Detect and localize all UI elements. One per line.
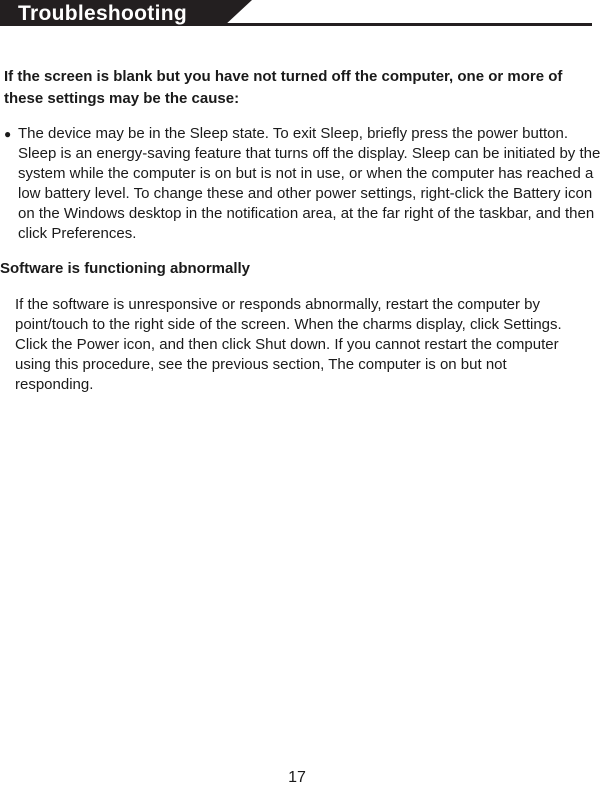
intro-paragraph: If the screen is blank but you have not turned off the computer, one or more of these settings may be the cause: (4, 68, 563, 107)
page-number: 17 (288, 769, 306, 786)
section-body: If the software is unresponsive or responds abnormally, restart the computer by point/touch to the right side of the screen. When the charms display, click Settings. Click the Power icon, and then click Shut down. If you cannot restart the computer using this procedure, see the previous section, The computer is on but not responding. (15, 296, 562, 393)
bullet-dot-icon: ● (4, 127, 12, 141)
bullet-item (4, 124, 608, 244)
header-title: Troubleshooting (18, 2, 187, 25)
bullet-text: The device may be in the Sleep state. To exit Sleep, briefly press the power button. Sleep is an energy-saving feature that turns off the display. Sleep can be initiated by the system while the computer is on but is not in use, or when the computer has reached a low battery level. To change these and other power settings, right-click the Battery icon on the Windows desktop in the notification area, at the far right of the taskbar, and then click Preferences. (18, 125, 601, 242)
section-header (0, 0, 608, 30)
section-heading: Software is functioning abnormally (0, 260, 251, 277)
